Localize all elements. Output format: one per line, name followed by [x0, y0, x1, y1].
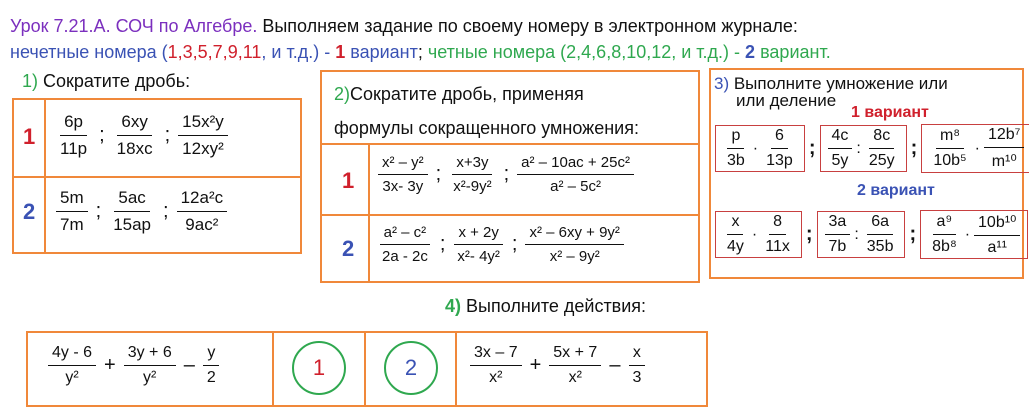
- separator: ;: [503, 163, 510, 185]
- task1-table: [12, 98, 302, 254]
- task4-col-divider-1: [272, 333, 274, 405]
- denominator: 15ap: [113, 215, 152, 234]
- task2-row2: [374, 224, 628, 265]
- even-variant-num: 2: [745, 42, 756, 62]
- task1-title-text: Сократите дробь:: [38, 71, 191, 91]
- task3-box: [709, 68, 1024, 279]
- denominator: 35b: [866, 238, 894, 255]
- fraction: [863, 213, 898, 256]
- denominator: x²-9y²: [453, 178, 492, 195]
- odd-label: нечетные номера (: [10, 42, 168, 62]
- operator: –: [609, 354, 621, 376]
- denominator: 3: [632, 369, 642, 386]
- denominator: 8b⁸: [932, 238, 957, 255]
- operator: ·: [751, 225, 758, 243]
- numerator: 8c: [869, 127, 894, 149]
- fraction: [109, 188, 155, 235]
- separator: ;: [435, 163, 442, 185]
- numerator: 6: [771, 127, 788, 149]
- task4-col-divider-2: [364, 333, 366, 405]
- denominator: 7m: [60, 215, 84, 234]
- numerator: x: [727, 213, 743, 235]
- fraction: [928, 213, 961, 256]
- task1-title: [22, 71, 190, 92]
- task4-expression-variant1: [44, 344, 224, 387]
- operator: ·: [752, 139, 759, 157]
- task4-title-text: Выполните действия:: [461, 296, 647, 316]
- task2-number: 2): [334, 84, 351, 104]
- task2-row1-label: 1: [342, 168, 355, 193]
- denominator: 5y: [831, 152, 849, 169]
- task3-v1-item3: [921, 124, 1029, 173]
- task4-expression-variant2: [466, 344, 649, 387]
- numerator: 15x²y: [178, 112, 228, 136]
- header-instruction: Выполняем задание по своему номеру в электронном журнале:: [257, 16, 798, 36]
- variant1-circle: 1: [292, 341, 346, 395]
- denominator: a¹¹: [987, 239, 1008, 256]
- fraction: [974, 212, 1020, 257]
- variant1-label: 1 вариант: [851, 104, 929, 121]
- task2-col-divider: [368, 143, 370, 281]
- fraction: [723, 127, 749, 170]
- task4-title: [445, 296, 646, 317]
- numerator: a² – c²: [380, 224, 431, 245]
- fraction: [549, 344, 601, 387]
- separator: ;: [439, 233, 446, 255]
- denominator: 9ac²: [185, 215, 219, 234]
- fraction: [56, 112, 91, 159]
- odd-variant-word: вариант: [345, 42, 418, 62]
- numerator: 10b¹⁰: [974, 212, 1020, 236]
- variant2-circle: 2: [384, 341, 438, 395]
- numerator: 3a: [825, 213, 851, 235]
- denominator: m¹⁰: [991, 153, 1017, 170]
- operator: +: [529, 354, 542, 376]
- task3-variant1: [715, 124, 1029, 173]
- denominator: y²: [65, 369, 79, 386]
- task3-v1-item2: [820, 125, 907, 172]
- task3-variant2: [715, 210, 1028, 259]
- denominator: 3x- 3y: [382, 178, 424, 195]
- task3-title-line1: Выполните умножение или: [729, 74, 948, 93]
- numerator: p: [727, 127, 744, 149]
- denominator: x²: [489, 369, 503, 386]
- task1-row-divider: [14, 176, 300, 178]
- fraction: [984, 126, 1024, 171]
- fraction: [178, 112, 228, 159]
- denominator: y²: [143, 369, 157, 386]
- fraction: [761, 213, 794, 256]
- task1-number: 1): [22, 71, 39, 91]
- task2-title-line2: формулы сокращенного умножения:: [334, 118, 639, 138]
- operator: :: [856, 139, 861, 157]
- task2-divider-mid: [322, 214, 698, 216]
- numerator: 4c: [828, 127, 853, 149]
- numerator: 5ac: [114, 188, 149, 212]
- variant2-label: 2 вариант: [857, 182, 935, 199]
- denominator: x² – 9y²: [549, 248, 600, 265]
- denominator: x²: [568, 369, 582, 386]
- fraction: [825, 213, 851, 256]
- numerator: 5m: [56, 188, 88, 212]
- task3-v2-item1: [715, 211, 802, 258]
- fraction: [828, 127, 853, 170]
- fraction: [449, 154, 495, 195]
- task2-row1: [374, 154, 638, 195]
- fraction: [762, 127, 797, 170]
- task4-number: 4): [445, 296, 462, 316]
- denominator: 7b: [828, 238, 847, 255]
- denominator: 11p: [60, 139, 88, 158]
- fraction: [56, 188, 88, 235]
- denominator: 3b: [727, 152, 745, 169]
- separator: ;: [511, 233, 518, 255]
- numerator: 12b⁷: [984, 126, 1024, 148]
- task2-divider-top: [322, 143, 698, 145]
- denominator: 2a - 2c: [382, 248, 428, 265]
- fraction: [865, 127, 899, 170]
- denominator: 4y: [727, 238, 744, 255]
- fraction: [628, 344, 645, 387]
- task4-table: [26, 331, 708, 407]
- fraction: [48, 344, 96, 387]
- numerator: 6xy: [117, 112, 151, 136]
- task2-row2-label: 2: [342, 236, 355, 261]
- operator: +: [104, 354, 116, 376]
- denominator: 18xc: [116, 139, 153, 158]
- numerator: a² – 10ac + 25c²: [517, 154, 634, 175]
- fraction: [113, 112, 157, 159]
- task1-row2-label: 2: [23, 199, 36, 224]
- separator: ;: [805, 223, 813, 245]
- fraction: [203, 344, 220, 387]
- fraction: [124, 344, 176, 387]
- odd-tail: , и т.д.) -: [261, 42, 336, 62]
- numerator: y: [203, 344, 219, 366]
- fraction: [378, 154, 428, 195]
- numerator: 3x – 7: [470, 344, 522, 366]
- fraction: [723, 213, 748, 256]
- task3-title-line2: или деление: [736, 91, 837, 110]
- denominator: 2: [206, 369, 216, 386]
- denominator: 25y: [868, 152, 895, 169]
- fraction: [525, 224, 623, 265]
- even-label: четные номера (2,4,6,8,10,12, и т.д.) -: [427, 42, 746, 62]
- header-line-1: [10, 16, 798, 37]
- task2-box: [320, 70, 700, 283]
- operator: –: [183, 354, 195, 376]
- task2-title-text: Сократите дробь, применяя: [350, 84, 584, 104]
- fraction: [517, 154, 634, 195]
- header-semicolon: ;: [417, 42, 428, 62]
- operator: :: [854, 225, 859, 243]
- lesson-title: Урок 7.21.А. СОЧ по Алгебре.: [10, 16, 258, 36]
- separator: ;: [163, 200, 169, 222]
- denominator: a² – 5c²: [550, 178, 601, 195]
- fraction: [929, 127, 970, 170]
- task3-number: 3): [714, 74, 730, 93]
- task1-row1-label: 1: [23, 124, 36, 149]
- even-variant-word: вариант.: [755, 42, 831, 62]
- denominator: 12xy²: [182, 139, 224, 158]
- task4-col-divider-3: [455, 333, 457, 405]
- denominator: 11x: [765, 238, 790, 255]
- header-line-2: [10, 42, 831, 63]
- numerator: 12a²c: [177, 188, 228, 212]
- numerator: x+3y: [452, 154, 492, 175]
- separator: ;: [808, 137, 816, 159]
- odd-numbers: 1,3,5,7,9,11: [167, 42, 262, 62]
- numerator: m⁸: [936, 127, 964, 149]
- separator: ;: [164, 124, 171, 146]
- separator: ;: [99, 124, 105, 146]
- fraction: [453, 224, 504, 265]
- task3-v2-item3: [920, 210, 1028, 259]
- fraction: [177, 188, 228, 235]
- separator: ;: [909, 223, 917, 245]
- task3-v2-item2: [817, 211, 906, 258]
- task1-row2: [52, 188, 231, 235]
- fraction: [378, 224, 432, 265]
- denominator: x²- 4y²: [457, 248, 500, 265]
- numerator: 4y - 6: [48, 344, 96, 366]
- separator: ;: [95, 200, 102, 222]
- separator: ;: [910, 137, 918, 159]
- numerator: 8: [769, 213, 786, 235]
- numerator: x: [629, 344, 645, 366]
- task3-v1-item1: [715, 125, 805, 172]
- odd-variant-num: 1: [335, 42, 346, 62]
- operator: ·: [974, 139, 980, 157]
- task1-row1: [52, 112, 232, 159]
- numerator: 6a: [867, 213, 893, 235]
- operator: ·: [964, 225, 971, 243]
- numerator: 3y + 6: [124, 344, 176, 366]
- fraction: [470, 344, 522, 387]
- numerator: x + 2y: [454, 224, 502, 245]
- numerator: a⁹: [933, 213, 957, 235]
- task2-title-line1: [334, 84, 584, 105]
- numerator: x² – y²: [378, 154, 428, 175]
- denominator: 10b⁵: [933, 152, 967, 169]
- numerator: 5x + 7: [549, 344, 601, 366]
- denominator: 13p: [766, 152, 793, 169]
- numerator: x² – 6xy + 9y²: [525, 224, 623, 245]
- numerator: 6p: [60, 112, 87, 136]
